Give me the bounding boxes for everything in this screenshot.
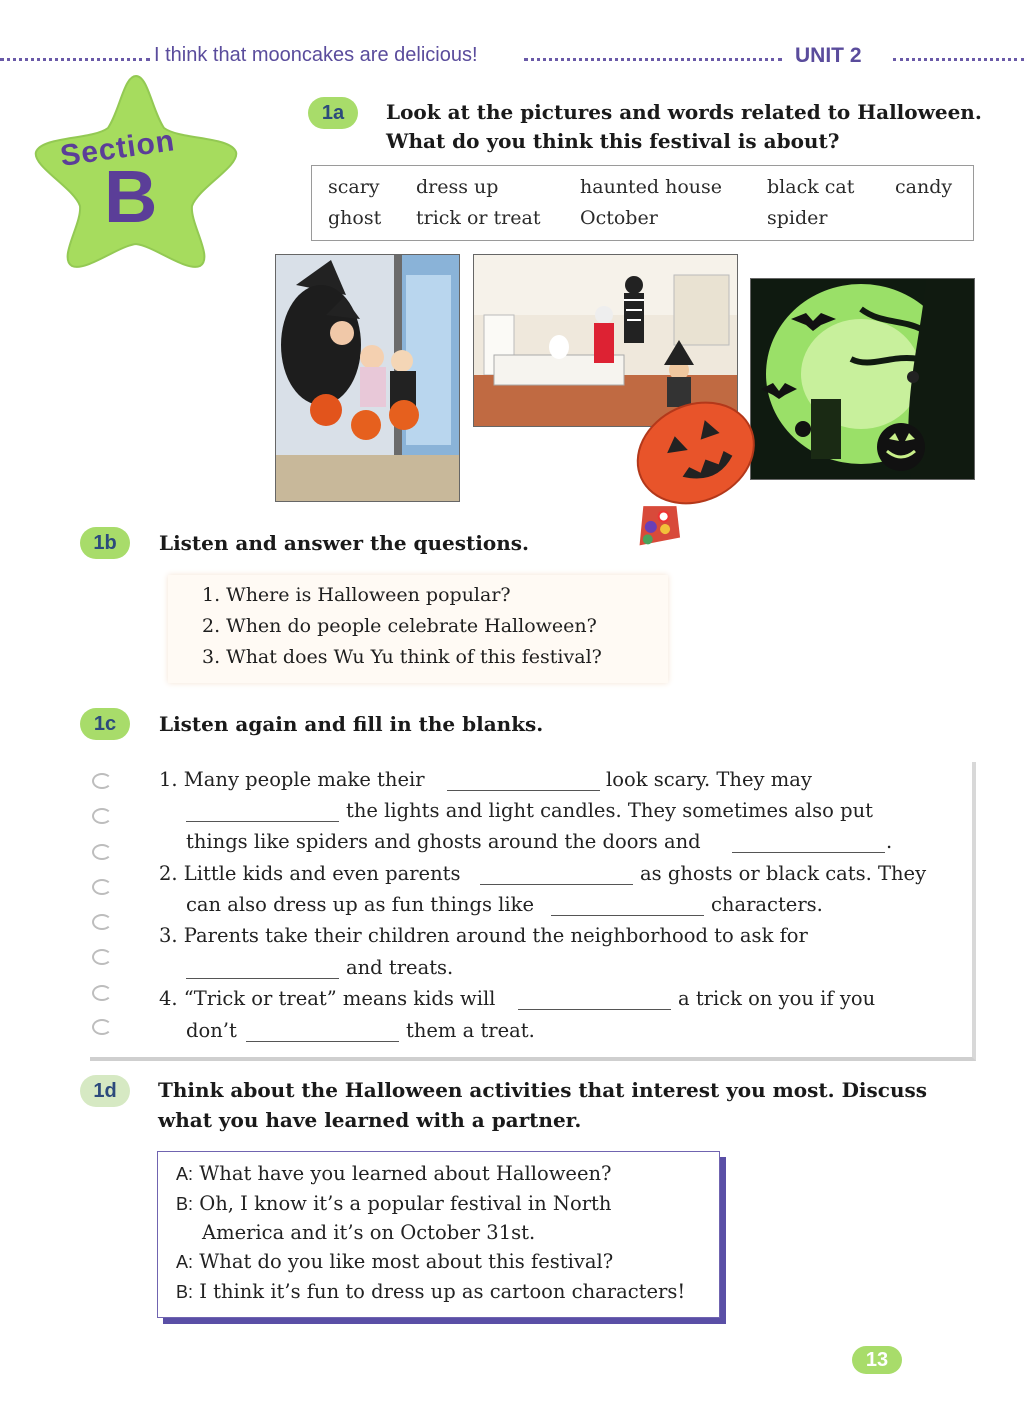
dialog-text: Oh, I know it’s a popular festival in North: [199, 1192, 612, 1215]
blank-field[interactable]: [732, 834, 885, 853]
blank-field[interactable]: [447, 772, 600, 791]
blank-field[interactable]: [480, 866, 633, 885]
blank-field[interactable]: [246, 1023, 399, 1042]
section-label: Section: [58, 124, 178, 173]
photo-trick-or-treat: [275, 254, 460, 502]
dialog-speaker: B:: [176, 1194, 194, 1214]
dialog-text: What do you like most about this festival?: [199, 1250, 614, 1273]
exercise-badge-1a: 1a: [308, 97, 358, 129]
page-number: 13: [852, 1346, 902, 1374]
section-letter: B: [104, 155, 158, 238]
word-item: haunted house: [580, 176, 723, 198]
header-title: I think that mooncakes are delicious!: [154, 44, 478, 66]
exercise-1a-instruction-line1: Look at the pictures and words related to Halloween.: [386, 100, 982, 124]
fill-text: .: [886, 830, 893, 853]
header-dots-right: [893, 58, 1024, 61]
word-item: black cat: [767, 176, 855, 198]
exercise-1d-instruction-line1: Think about the Halloween activities that interest you most. Discuss: [158, 1078, 928, 1102]
question-item: 2. When do people celebrate Halloween?: [202, 615, 597, 637]
exercise-1b-instruction: Listen and answer the questions.: [159, 531, 529, 555]
question-item: 3. What does Wu Yu think of this festival?: [202, 646, 602, 668]
binder-ring-icon: [92, 879, 112, 895]
dialog-text: What have you learned about Halloween?: [199, 1162, 612, 1185]
fill-text: characters.: [711, 893, 823, 916]
fill-text: the lights and light candles. They sometimes also put: [346, 799, 873, 822]
binder-ring-icon: [92, 773, 112, 789]
binder-ring-icon: [92, 844, 112, 860]
dialog-text: I think it’s fun to dress up as cartoon characters!: [199, 1280, 686, 1303]
exercise-badge-1b: 1b: [80, 527, 130, 559]
dialog-line: [176, 1192, 611, 1215]
fill-text: a trick on you if you: [678, 987, 876, 1010]
candy-bag-icon: [594, 400, 774, 550]
dialog-speaker: B:: [176, 1282, 194, 1302]
exercise-badge-1d: 1d: [80, 1075, 130, 1107]
fill-text: and treats.: [346, 956, 454, 979]
blank-field[interactable]: [518, 991, 671, 1010]
fill-text: as ghosts or black cats. They: [640, 862, 927, 885]
header-dots-middle: [524, 58, 782, 61]
exercise-1d-instruction-line2: what you have learned with a partner.: [158, 1108, 582, 1132]
binder-ring-icon: [92, 914, 112, 930]
word-item: scary: [328, 176, 380, 198]
dialog-box: [157, 1151, 720, 1318]
fill-text: 3. Parents take their children around the neighborhood to ask for: [159, 924, 808, 947]
photo-haunted-night: [750, 278, 975, 480]
blank-field[interactable]: [186, 803, 339, 822]
dialog-speaker: A:: [176, 1164, 194, 1184]
exercise-1c-instruction: Listen again and fill in the blanks.: [159, 712, 544, 736]
header-dots-left: [0, 58, 150, 61]
dialog-line: [176, 1250, 613, 1273]
word-item: dress up: [416, 176, 499, 198]
fill-text: don’t: [186, 1019, 237, 1042]
blank-field[interactable]: [186, 960, 339, 979]
exercise-badge-1c: 1c: [80, 708, 130, 740]
word-item: spider: [767, 207, 828, 229]
fill-text: 1. Many people make their: [159, 768, 425, 791]
fill-text: things like spiders and ghosts around the doors and: [186, 830, 701, 853]
dialog-line: [176, 1162, 612, 1185]
word-item: ghost: [328, 207, 382, 229]
unit-label: UNIT 2: [795, 44, 862, 67]
word-item: candy: [895, 176, 953, 198]
fill-text: 4. “Trick or treat” means kids will: [159, 987, 496, 1010]
fill-text: 2. Little kids and even parents: [159, 862, 461, 885]
binder-ring-icon: [92, 808, 112, 824]
word-item: October: [580, 207, 658, 229]
questions-box: [168, 575, 668, 683]
fill-text: them a treat.: [406, 1019, 535, 1042]
binder-ring-icon: [92, 949, 112, 965]
blank-field[interactable]: [551, 897, 704, 916]
dialog-line: [202, 1221, 535, 1244]
fill-text: can also dress up as fun things like: [186, 893, 534, 916]
binder-ring-icon: [92, 1019, 112, 1035]
question-item: 1. Where is Halloween popular?: [202, 584, 511, 606]
fill-text: look scary. They may: [606, 768, 812, 791]
dialog-text: America and it’s on October 31st.: [202, 1221, 536, 1244]
word-item: trick or treat: [416, 207, 541, 229]
dialog-line: [176, 1280, 685, 1303]
word-box: [311, 165, 974, 241]
dialog-speaker: A:: [176, 1252, 194, 1272]
exercise-1a-instruction-line2: What do you think this festival is about?: [386, 129, 840, 153]
binder-ring-icon: [92, 985, 112, 1001]
